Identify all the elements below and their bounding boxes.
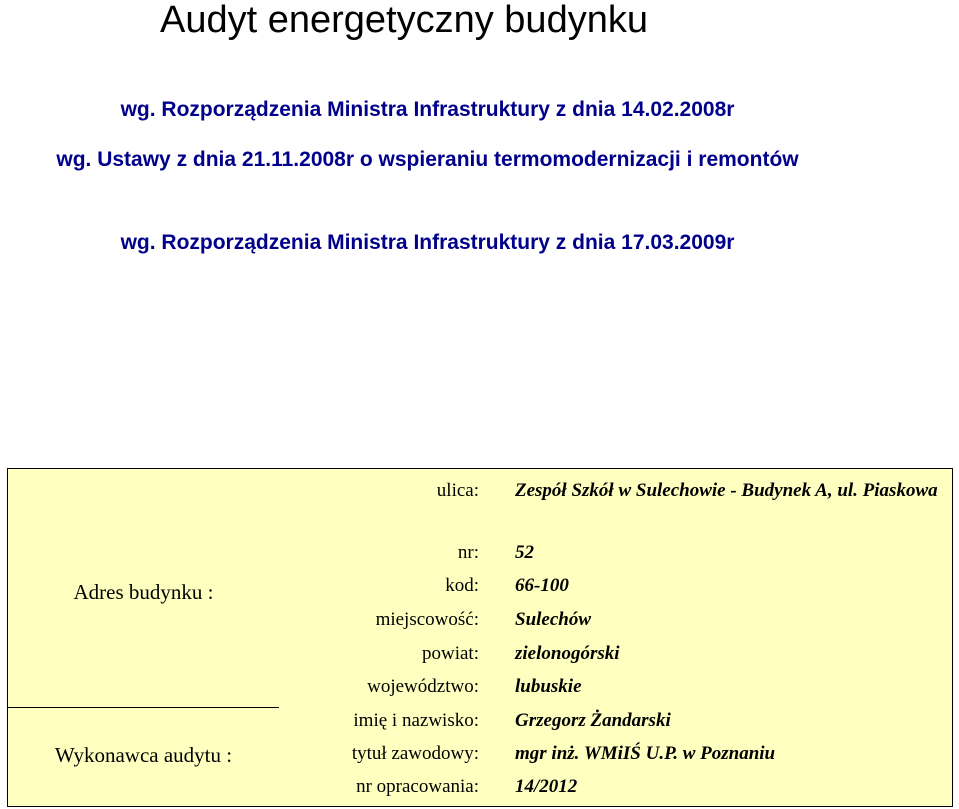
street-label: ulica: — [436, 480, 479, 501]
regulation-line-1: wg. Rozporządzenia Ministra Infrastruktury z dnia 14.02.2008r — [120, 98, 735, 121]
building-info-box — [7, 468, 953, 807]
city-label: miejscowość: — [375, 609, 479, 630]
number-value: 52 — [515, 542, 534, 563]
report-number-label: nr opracowania: — [356, 776, 479, 797]
number-label: nr: — [457, 542, 479, 563]
regulation-line-3: wg. Rozporządzenia Ministra Infrastruktury z dnia 17.03.2009r — [120, 231, 735, 254]
voivodeship-label: województwo: — [367, 676, 479, 697]
professional-title-label: tytuł zawodowy: — [351, 743, 479, 764]
regulation-line-2: wg. Ustawy z dnia 21.11.2008r o wspieraniu termomodernizacji i remontów — [56, 148, 799, 171]
street-value-text: Zespół Szkół w Sulechowie - Budynek A, ul. Piaskowa — [515, 480, 938, 501]
county-label: powiat: — [422, 643, 479, 664]
county-value: zielonogórski — [515, 643, 620, 664]
postal-code-value: 66-100 — [515, 575, 569, 596]
auditor-name-value: Grzegorz Żandarski — [515, 710, 671, 731]
section-divider — [8, 707, 279, 708]
professional-title-value: mgr inż. WMiIŚ U.P. w Poznaniu — [515, 743, 776, 764]
street-value — [515, 479, 945, 503]
report-number-value: 14/2012 — [515, 776, 578, 797]
document-title: Audyt energetyczny budynku — [160, 0, 648, 41]
postal-code-label: kod: — [445, 575, 479, 596]
address-section-label: Adres budynku : — [73, 580, 214, 604]
auditor-section-label: Wykonawca audytu : — [54, 743, 233, 767]
auditor-name-label: imię i nazwisko: — [353, 710, 479, 731]
voivodeship-value: lubuskie — [515, 676, 582, 697]
city-value: Sulechów — [515, 609, 592, 630]
